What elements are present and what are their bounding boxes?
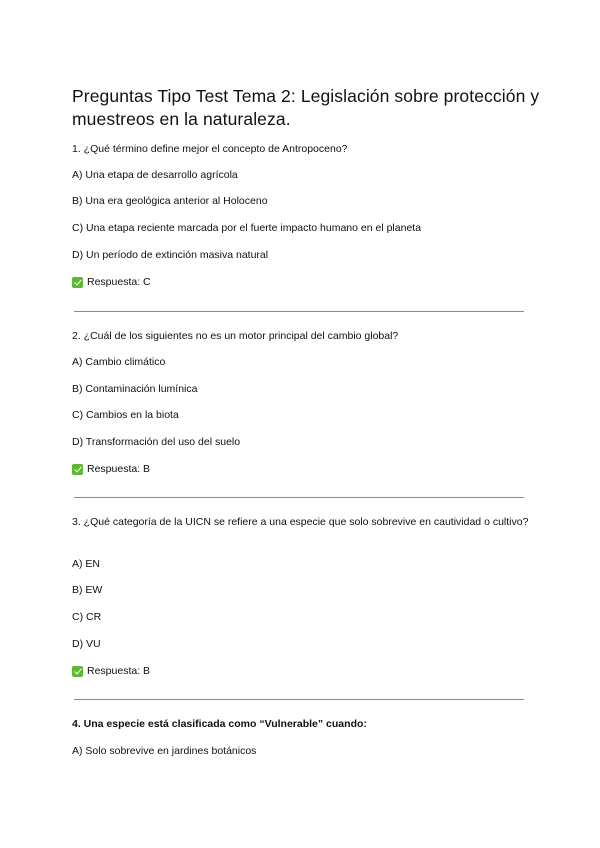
q3-option-a: A) EN [72, 558, 101, 570]
q1-option-a: A) Una etapa de desarrollo agrícola [72, 169, 238, 181]
q1-option-c: C) Una etapa reciente marcada por el fuerte impacto humano en el planeta [72, 222, 422, 234]
check-mark-icon [72, 666, 83, 677]
q3-option-d: D) VU [72, 638, 101, 650]
q1-answer-text: Respuesta: C [87, 276, 151, 288]
q2-answer-text: Respuesta: B [87, 463, 151, 475]
q2-answer [72, 462, 150, 476]
question-4: 4. Una especie está clasificada como “Vulnerable” cuando: [72, 718, 367, 730]
q2-option-d: D) Transformación del uso del suelo [72, 436, 241, 448]
q2-option-b: B) Contaminación lumínica [72, 383, 198, 395]
q1-answer [72, 275, 151, 289]
divider [74, 311, 524, 312]
question-2: 2. ¿Cuál de los siguientes no es un motor principal del cambio global? [72, 330, 399, 342]
question-1: 1. ¿Qué término define mejor el concepto de Antropoceno? [72, 143, 348, 155]
q2-option-c: C) Cambios en la biota [72, 409, 179, 421]
q1-option-b: B) Una era geológica anterior al Holoceno [72, 195, 268, 207]
page-title: Preguntas Tipo Test Tema 2: Legislación sobre protección y muestreos en la naturaleza. [72, 86, 540, 129]
q3-answer-text: Respuesta: B [87, 665, 151, 677]
check-mark-icon [72, 464, 83, 475]
q3-option-b: B) EW [72, 584, 103, 596]
q4-option-a: A) Solo sobrevive en jardines botánicos [72, 745, 257, 757]
q2-option-a: A) Cambio climático [72, 356, 166, 368]
check-mark-icon [72, 277, 83, 288]
q1-option-d: D) Un período de extinción masiva natural [72, 249, 269, 261]
q3-option-c: C) CR [72, 611, 102, 623]
divider [74, 699, 524, 700]
divider [74, 497, 524, 498]
question-3: 3. ¿Qué categoría de la UICN se refiere a una especie que solo sobrevive en cautividad o cultivo? [72, 516, 529, 528]
q3-answer [72, 664, 150, 678]
